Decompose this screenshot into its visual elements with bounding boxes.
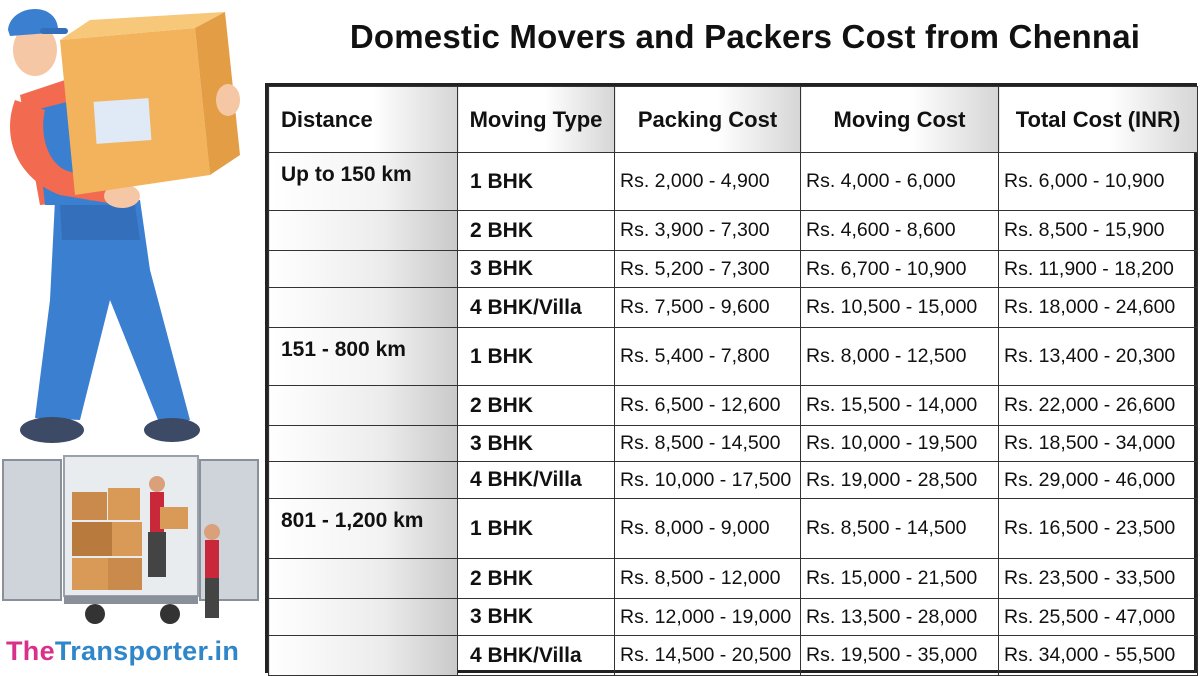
moving-cost-cell: Rs. 6,700 - 10,900	[801, 251, 999, 288]
total-cost-cell: Rs. 29,000 - 46,000	[999, 462, 1198, 499]
table-row	[269, 288, 1198, 328]
table-row	[269, 636, 1198, 676]
total-cost-cell: Rs. 18,000 - 24,600	[999, 288, 1198, 328]
total-cost-cell: Rs. 18,500 - 34,000	[999, 426, 1198, 462]
distance-cell: 801 - 1,200 km	[269, 499, 458, 559]
total-cost-cell: Rs. 8,500 - 15,900	[999, 211, 1198, 251]
distance-cell	[269, 251, 458, 288]
page-title: Domestic Movers and Packers Cost from Chennai	[349, 18, 1141, 55]
header-moving-cost: Moving Cost	[801, 87, 999, 153]
table-row	[269, 426, 1198, 462]
distance-cell	[269, 559, 458, 599]
moving-cost-cell: Rs. 19,500 - 35,000	[801, 636, 999, 676]
packing-cost-cell: Rs. 14,500 - 20,500	[615, 636, 801, 676]
header-total-cost: Total Cost (INR)	[999, 87, 1198, 153]
total-cost-cell: Rs. 22,000 - 26,600	[999, 386, 1198, 426]
table-row	[269, 211, 1198, 251]
header-distance: Distance	[269, 87, 458, 153]
moving-cost-cell: Rs. 15,000 - 21,500	[801, 559, 999, 599]
brand-logo	[6, 636, 239, 667]
moving-cost-cell: Rs. 4,600 - 8,600	[801, 211, 999, 251]
distance-cell	[269, 386, 458, 426]
distance-cell	[269, 462, 458, 499]
packing-cost-cell: Rs. 5,400 - 7,800	[615, 328, 801, 386]
mover-carrying-box-illustration	[0, 0, 260, 450]
total-cost-cell: Rs. 16,500 - 23,500	[999, 499, 1198, 559]
table-row	[269, 559, 1198, 599]
moving-type-cell: 2 BHK	[458, 211, 615, 251]
packing-cost-cell: Rs. 10,000 - 17,500	[615, 462, 801, 499]
moving-cost-cell: Rs. 10,500 - 15,000	[801, 288, 999, 328]
packing-cost-cell: Rs. 8,500 - 14,500	[615, 426, 801, 462]
distance-cell	[269, 426, 458, 462]
moving-type-cell: 1 BHK	[458, 153, 615, 211]
table-header-row	[269, 87, 1198, 153]
moving-type-cell: 4 BHK/Villa	[458, 636, 615, 676]
total-cost-cell: Rs. 23,500 - 33,500	[999, 559, 1198, 599]
packing-cost-cell: Rs. 8,500 - 12,000	[615, 559, 801, 599]
total-cost-cell: Rs. 25,500 - 47,000	[999, 599, 1198, 636]
total-cost-cell: Rs. 13,400 - 20,300	[999, 328, 1198, 386]
moving-cost-cell: Rs. 4,000 - 6,000	[801, 153, 999, 211]
distance-cell	[269, 288, 458, 328]
moving-type-cell: 2 BHK	[458, 386, 615, 426]
moving-cost-cell: Rs. 8,500 - 14,500	[801, 499, 999, 559]
moving-type-cell: 4 BHK/Villa	[458, 288, 615, 328]
moving-type-cell: 1 BHK	[458, 499, 615, 559]
moving-cost-cell: Rs. 13,500 - 28,000	[801, 599, 999, 636]
moving-cost-cell: Rs. 10,000 - 19,500	[801, 426, 999, 462]
packing-cost-cell: Rs. 8,000 - 9,000	[615, 499, 801, 559]
packing-cost-cell: Rs. 3,900 - 7,300	[615, 211, 801, 251]
total-cost-cell: Rs. 34,000 - 55,500	[999, 636, 1198, 676]
table-row	[269, 499, 1198, 559]
truck-loading-illustration	[0, 452, 262, 632]
packing-cost-cell: Rs. 2,000 - 4,900	[615, 153, 801, 211]
moving-type-cell: 3 BHK	[458, 426, 615, 462]
packing-cost-cell: Rs. 12,000 - 19,000	[615, 599, 801, 636]
moving-cost-cell: Rs. 8,000 - 12,500	[801, 328, 999, 386]
distance-cell	[269, 636, 458, 676]
moving-type-cell: 1 BHK	[458, 328, 615, 386]
table-row	[269, 153, 1198, 211]
moving-type-cell: 3 BHK	[458, 599, 615, 636]
distance-cell: Up to 150 km	[269, 153, 458, 211]
distance-cell	[269, 599, 458, 636]
table-row	[269, 251, 1198, 288]
table-row	[269, 328, 1198, 386]
packing-cost-cell: Rs. 6,500 - 12,600	[615, 386, 801, 426]
header-moving-type: Moving Type	[458, 87, 615, 153]
moving-type-cell: 2 BHK	[458, 559, 615, 599]
distance-cell	[269, 211, 458, 251]
moving-type-cell: 3 BHK	[458, 251, 615, 288]
moving-cost-cell: Rs. 15,500 - 14,000	[801, 386, 999, 426]
packing-cost-cell: Rs. 5,200 - 7,300	[615, 251, 801, 288]
cost-table	[265, 83, 1197, 673]
brand-part-2: Transporter.in	[54, 636, 240, 666]
distance-cell: 151 - 800 km	[269, 328, 458, 386]
brand-part-1: The	[6, 636, 55, 666]
packing-cost-cell: Rs. 7,500 - 9,600	[615, 288, 801, 328]
header-packing-cost: Packing Cost	[615, 87, 801, 153]
table-row	[269, 386, 1198, 426]
total-cost-cell: Rs. 6,000 - 10,900	[999, 153, 1198, 211]
moving-cost-cell: Rs. 19,000 - 28,500	[801, 462, 999, 499]
moving-type-cell: 4 BHK/Villa	[458, 462, 615, 499]
total-cost-cell: Rs. 11,900 - 18,200	[999, 251, 1198, 288]
table-row	[269, 462, 1198, 499]
table-row	[269, 599, 1198, 636]
